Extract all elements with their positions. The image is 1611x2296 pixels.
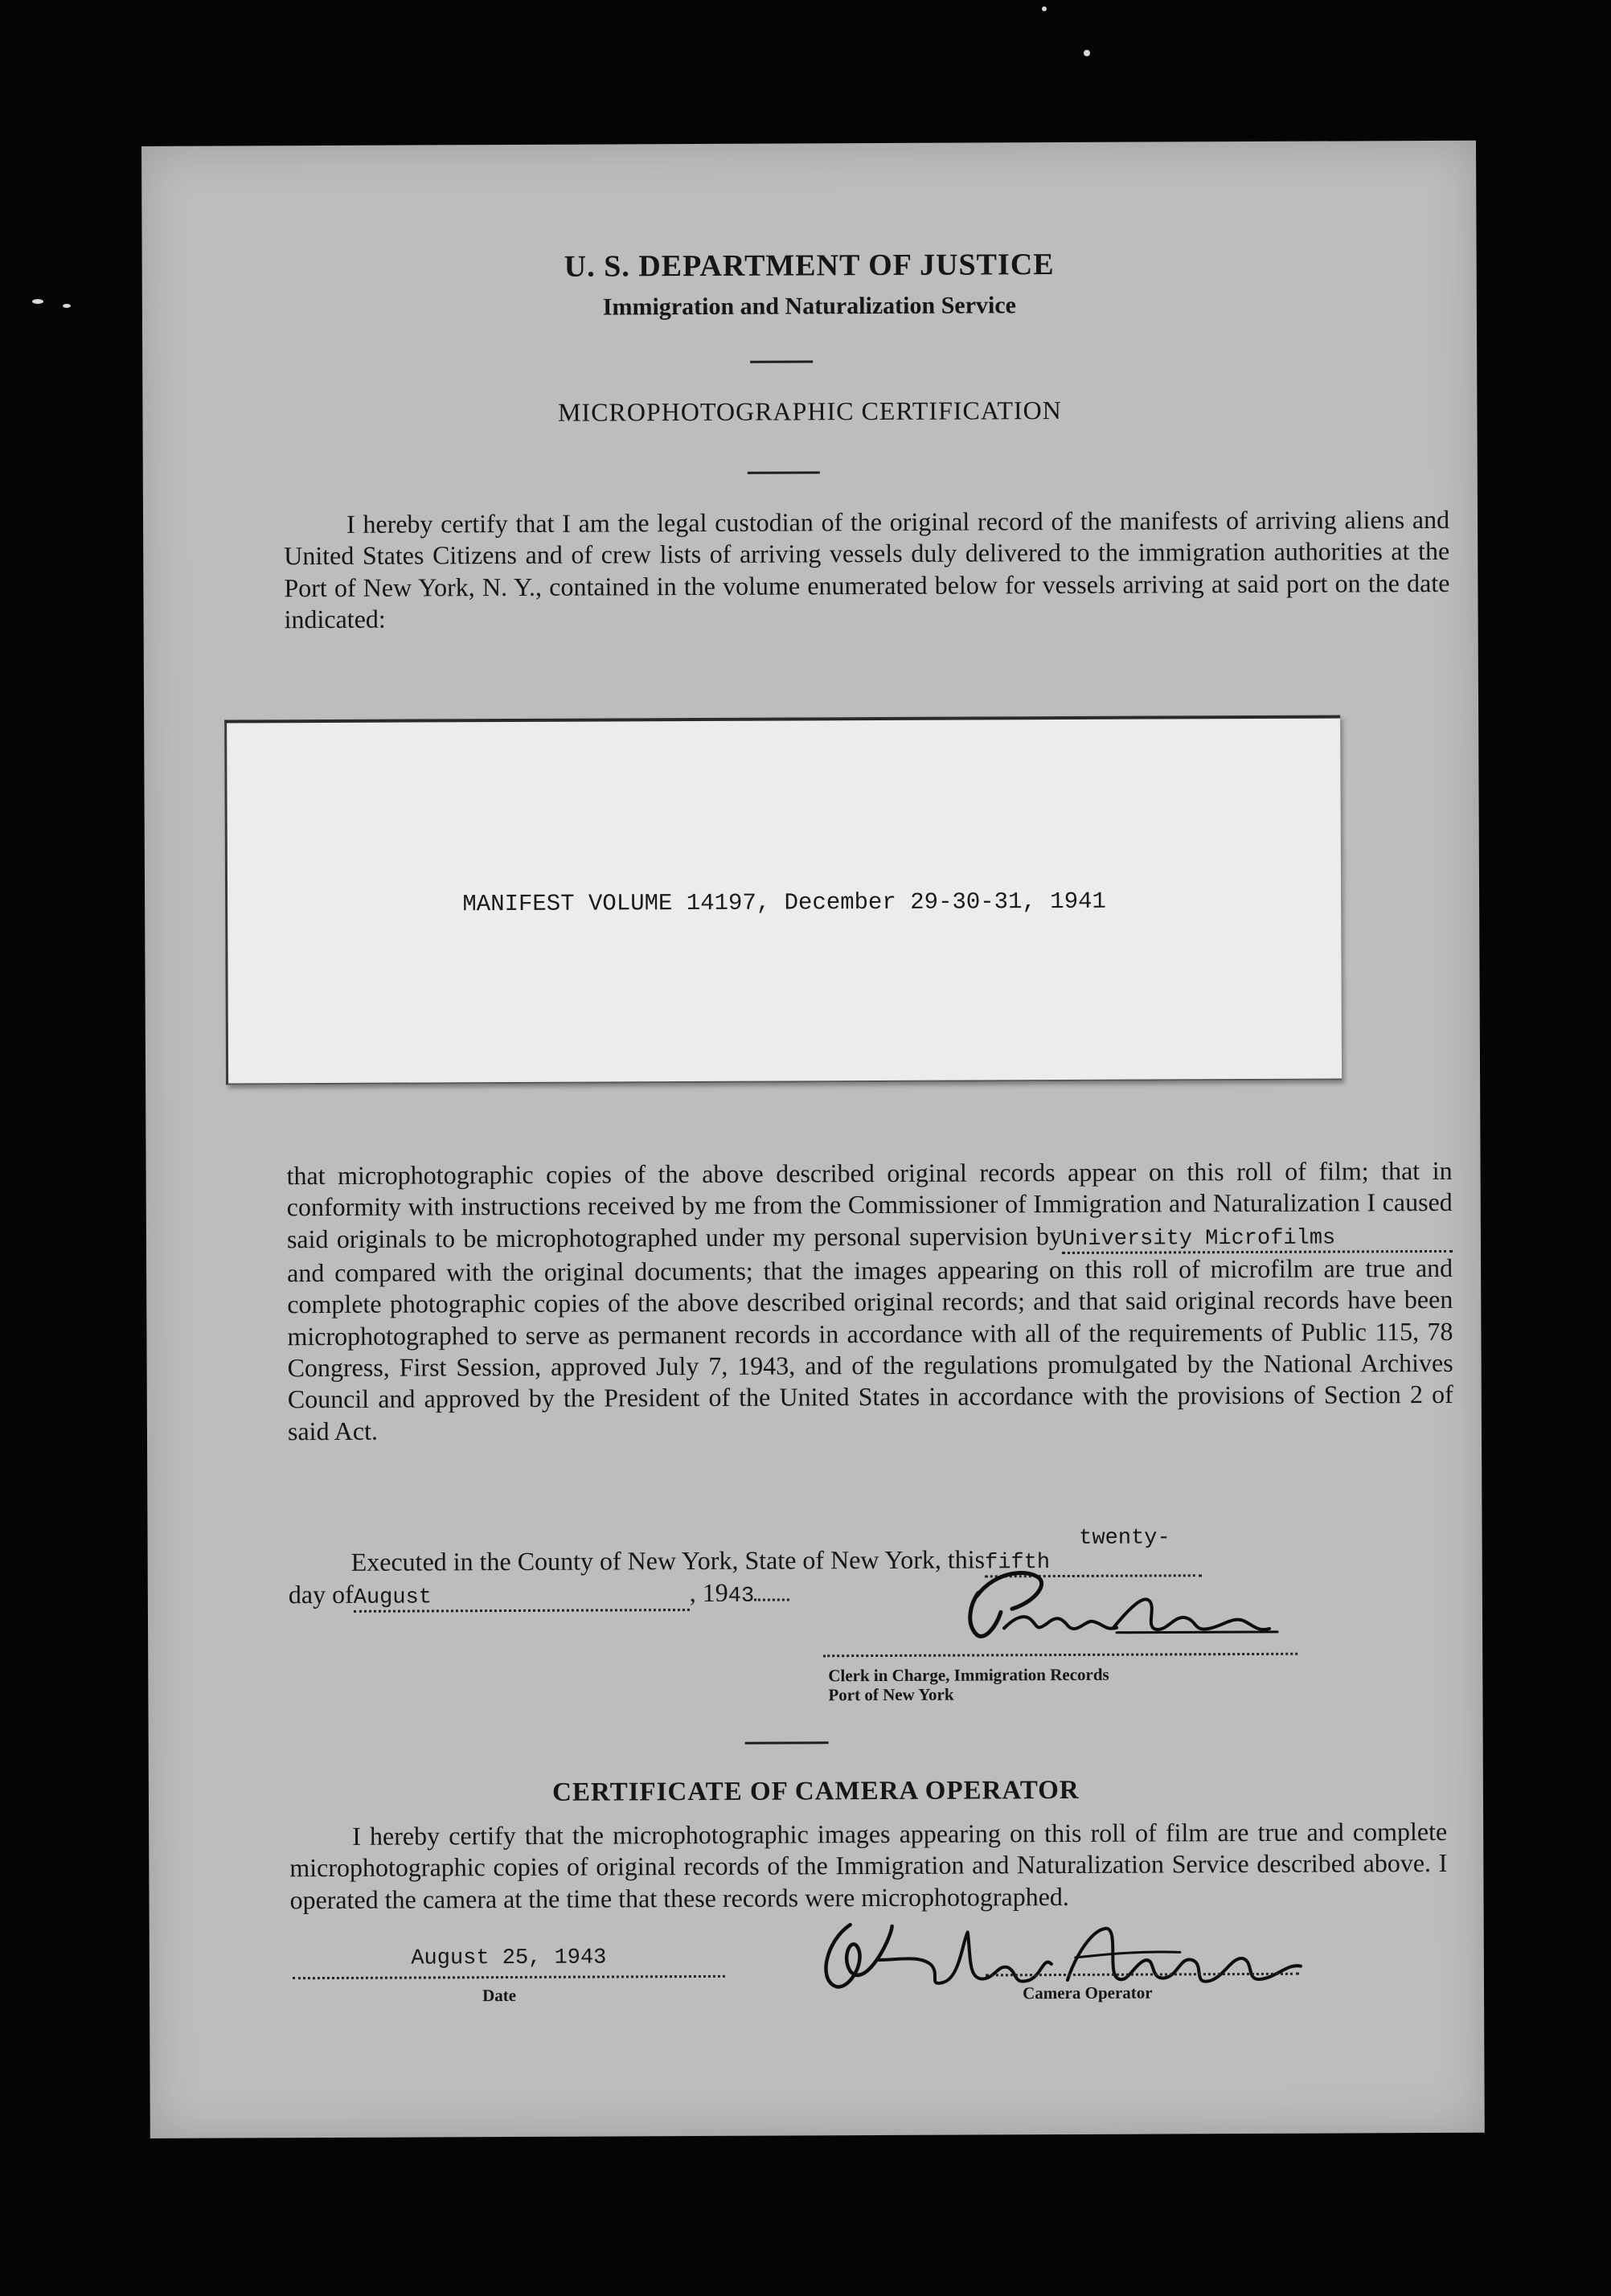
certification-body-part2: and compared with the original documents; that the images appearing on this roll of microfilm are true and complete photographic copies of the above described original records; and that said original records have been microphotographed to serve as permanent records in accordance with all of the requirements of Public 115, 78 Congress, First Session, approved July 7, 1943, and of the regulations promulgated by the National Archives Council and approved by the President of the United States in accordance with the provisions of Section 2 of said Act.: [287, 1253, 1453, 1446]
executed-text: Executed in the County of New York, State of New York, this: [350, 1544, 986, 1576]
certification-intro: I hereby certify that I am the legal custodian of the original record of the manifests of arriving aliens and United States Citizens and of crew lists of arriving vessels duly delivered to the immigration authorities at the Port of New York, N. Y., contained in the volume enumerated below for vessels arriving at said port on the date indicated:: [284, 504, 1450, 634]
service-subtitle: Immigration and Naturalization Service: [602, 292, 1017, 321]
filmed-by-field: University Microfilms: [1062, 1226, 1453, 1254]
executed-day-field: twenty-fifth: [985, 1526, 1202, 1577]
camera-operator-title: CERTIFICATE OF CAMERA OPERATOR: [552, 1775, 1080, 1807]
film-speck: [1042, 6, 1047, 11]
title-divider: [748, 471, 820, 474]
header-divider: [750, 360, 813, 363]
film-speck: [32, 299, 43, 304]
camera-date-field: [293, 1941, 725, 1979]
clerk-title-line2: Port of New York: [828, 1684, 954, 1705]
section-divider: [745, 1741, 829, 1744]
day-of-label: day of: [288, 1579, 354, 1609]
year-dot-leader: [754, 1598, 789, 1601]
year-field: 43: [728, 1584, 755, 1609]
certificate-page: [141, 141, 1485, 2138]
clerk-title-line1: Clerk in Charge, Immigration Records: [828, 1664, 1109, 1686]
manifest-volume-slip: [224, 715, 1342, 1085]
film-speck: [1084, 50, 1090, 56]
camera-date-value: August 25, 1943: [411, 1945, 607, 1971]
certification-title: MICROPHOTOGRAPHIC CERTIFICATION: [557, 396, 1062, 427]
year-prefix: , 19: [689, 1577, 728, 1608]
month-field: August: [354, 1585, 690, 1613]
film-speck: [63, 304, 71, 308]
camera-operator-text: I hereby certify that the microphotographic images appearing on this roll of film are true and complete microphotographic copies of original records of the Immigration and Naturalization Service described above. I operated the camera at the time that these records were microphotographed.: [289, 1816, 1448, 1915]
camera-operator-label: Camera Operator: [1022, 1982, 1153, 2003]
clerk-signature-icon: [875, 1553, 1326, 1651]
certification-body: [287, 1155, 1454, 1448]
department-title: U. S. DEPARTMENT OF JUSTICE: [564, 248, 1055, 284]
certification-body-part1: that microphotographic copies of the above described original records appear on this roll of film; that in conformity with instructions received by me from the Commissioner of Immigration and Naturalization I caused said originals to be microphotographed under my personal supervision by: [286, 1155, 1453, 1254]
camera-date-label: Date: [482, 1985, 517, 2006]
clerk-signature-line: [823, 1653, 1297, 1658]
manifest-volume-label: MANIFEST VOLUME 14197, December 29-30-31, 1941: [462, 888, 1106, 918]
